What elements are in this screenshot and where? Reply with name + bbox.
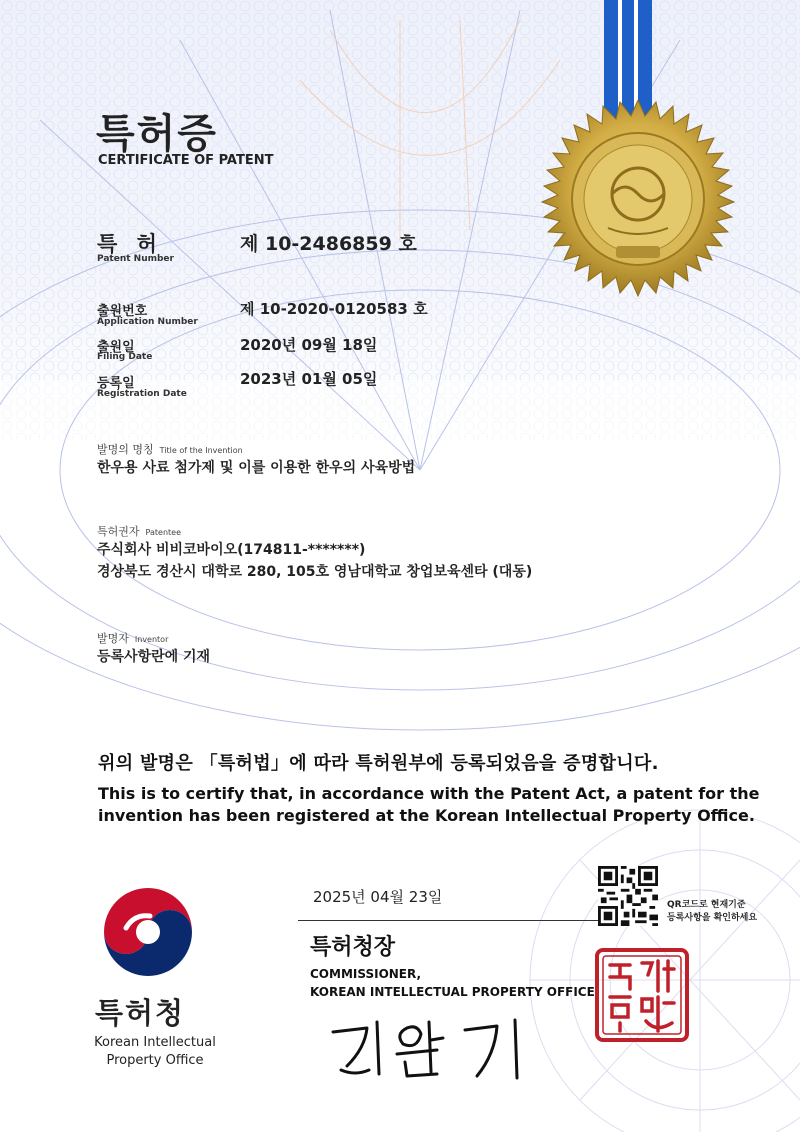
patent-number-label: 특 허 <box>97 232 163 256</box>
application-number-label: 출원번호 <box>97 304 148 319</box>
certification-statement-en-1: This is to certify that, in accordance with the Patent Act, a patent for the <box>98 784 760 803</box>
commissioner-title: 특허청장 <box>310 935 396 960</box>
gold-seal <box>538 100 738 300</box>
qr-note-line-1: QR코드로 현재기준 <box>667 900 746 910</box>
patentee-heading <box>97 520 181 539</box>
inventor-value: 등록사항란에 기재 <box>97 649 211 665</box>
patent-number-label-en: Patent Number <box>97 254 174 264</box>
application-number-value: 제 10-2020-0120583 호 <box>240 300 428 318</box>
office-name-en-1: Korean Intellectual <box>94 1035 216 1050</box>
registration-date-label: 등록일 <box>97 376 135 391</box>
patentee-label-en: Patentee <box>145 528 181 537</box>
patentee-label: 특허권자 <box>97 525 140 538</box>
registration-date-label-en: Registration Date <box>97 389 187 399</box>
office-name-ko: 특허청 <box>95 996 186 1030</box>
certificate-title: 특허증 <box>96 111 218 157</box>
application-number-label-en: Application Number <box>97 317 198 327</box>
issue-date: 2025년 04월 23일 <box>313 888 443 906</box>
invention-label-en: Title of the Invention <box>159 446 243 455</box>
invention-title: 한우용 사료 첨가제 및 이를 이용한 한우의 사육방법 <box>97 460 416 476</box>
invention-heading <box>97 438 243 457</box>
patentee-address: 경상북도 경산시 대학로 280, 105호 영남대학교 창업보육센타 (대동) <box>97 564 533 580</box>
registration-date-value: 2023년 01월 05일 <box>240 370 378 388</box>
inventor-label: 발명자 <box>97 632 129 645</box>
official-red-seal <box>594 947 690 1043</box>
inventor-label-en: Inventor <box>134 635 169 644</box>
patent-number-value: 제 10-2486859 호 <box>240 233 417 255</box>
kipo-emblem-logo <box>100 884 196 980</box>
filing-date-value: 2020년 09월 18일 <box>240 336 378 354</box>
inventor-heading <box>97 627 168 646</box>
commissioner-title-en-2: KOREAN INTELLECTUAL PROPERTY OFFICE <box>310 985 595 999</box>
certification-statement-en-2: invention has been registered at the Korean Intellectual Property Office. <box>98 806 755 825</box>
filing-date-label-en: Filing Date <box>97 352 153 362</box>
commissioner-signature <box>325 1010 535 1085</box>
office-name-en-2: Property Office <box>106 1053 204 1068</box>
certification-statement-ko: 위의 발명은 「특허법」에 따라 특허원부에 등록되었음을 증명합니다. <box>98 753 659 774</box>
qr-code-icon[interactable] <box>598 866 658 926</box>
invention-label: 발명의 명칭 <box>97 443 154 456</box>
certificate-title-en: CERTIFICATE OF PATENT <box>98 153 274 168</box>
filing-date-label: 출원일 <box>97 340 135 355</box>
qr-note-line-2: 등록사항을 확인하세요 <box>667 913 758 923</box>
commissioner-title-en-1: COMMISSIONER, <box>310 967 422 981</box>
patentee-name: 주식회사 비비코바이오(174811-*******) <box>97 542 366 558</box>
